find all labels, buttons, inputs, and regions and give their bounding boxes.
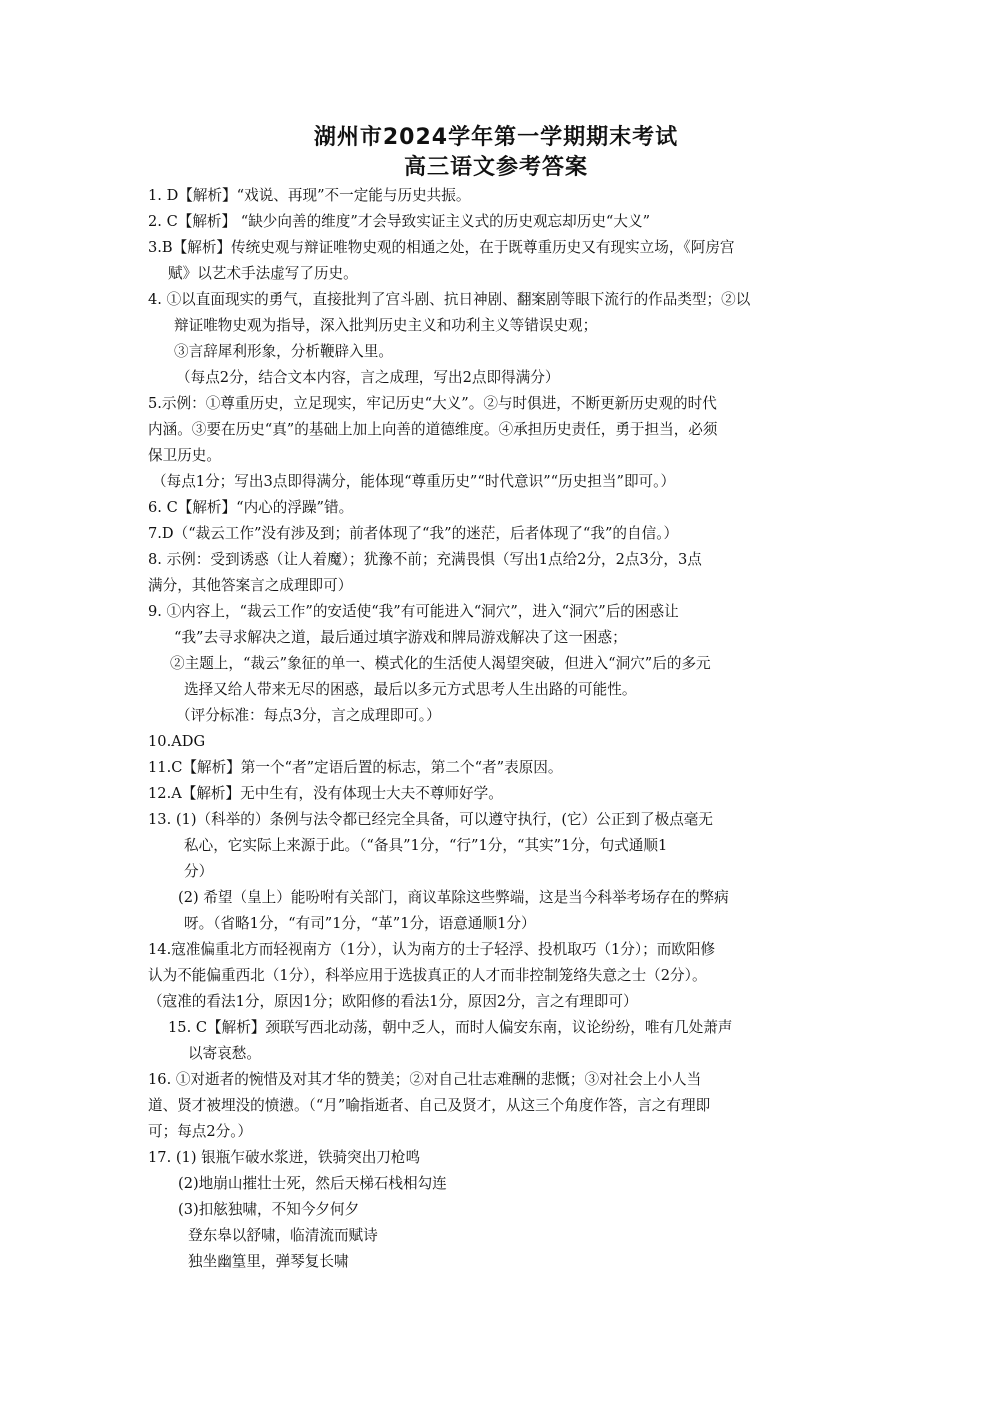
scoring-note-5: （每点1分；写出3点即得满分，能体现“尊重历史”“时代意识”“历史担当”即可。） [152, 473, 676, 490]
answer-line-16-cont: 道、贤才被埋没的愤懑。（“月”喻指逝者、自己及贤才，从这三个角度作答，言之有理即 [148, 1097, 711, 1114]
answer-line-16: 16. ①对逝者的惋惜及对其才华的赞美；②对自己壮志难酬的悲慨；③对社会上小人当 [148, 1071, 702, 1088]
answer-line-4: 4. ①以直面现实的勇气，直接批判了宫斗剧、抗日神剧、翻案剧等眼下流行的作品类型；②以 [148, 291, 751, 308]
answer-line-10: 10.ADG [148, 733, 206, 750]
answer-line-17-cont: 独坐幽篁里，弹琴复长啸 [188, 1253, 349, 1270]
scoring-note-14: （寇准的看法1分，原因1分；欧阳修的看法1分，原因2分，言之有理即可） [148, 993, 638, 1010]
answer-line-2: 2. C【解析】 “缺少向善的维度”才会导致实证主义式的历史观忘却历史“大义” [148, 213, 651, 230]
answer-line-1: 1. D【解析】“戏说、再现”不一定能与历史共振。 [148, 187, 471, 204]
answer-line-13-cont: 私心，它实际上来源于此。（“备具”1分，“行”1分，“其实”1分，句式通顺1 [184, 837, 668, 854]
answer-line-13-part2: (2) 希望（皇上）能吩咐有关部门，商议革除这些弊端，这是当今科举考场存在的弊病 [178, 889, 729, 906]
answer-line-9-cont: “我”去寻求解决之道，最后通过填字游戏和牌局游戏解决了这一困惑； [174, 629, 627, 646]
answer-line-8-cont: 满分，其他答案言之成理即可） [148, 577, 353, 594]
answer-line-9-point2: ②主题上，“裁云”象征的单一、模式化的生活使人渴望突破，但进入“洞穴”后的多元 [170, 655, 711, 672]
document-subtitle: 高三语文参考答案 [403, 155, 588, 180]
answer-line-9: 9. ①内容上，“裁云工作”的安适使“我”有可能进入“洞穴”，进入“洞穴”后的困惑让 [148, 603, 679, 620]
answer-content [148, 183, 868, 1275]
scoring-note-9: （评分标准：每点3分，言之成理即可。） [176, 707, 441, 724]
answer-line-15-cont: 以寄哀愁。 [188, 1045, 261, 1062]
answer-line-7: 7.D（“裁云工作”没有涉及到；前者体现了“我”的迷茫，后者体现了“我”的自信。） [148, 525, 679, 542]
answer-line-14-cont: 认为不能偏重西北（1分），科举应用于选拔真正的人才而非控制笼络失意之士（2分）。 [148, 967, 707, 984]
answer-line-17-cont: 登东皋以舒啸，临清流而赋诗 [188, 1227, 378, 1244]
answer-line-5-cont: 保卫历史。 [148, 447, 221, 464]
scoring-note-4: （每点2分，结合文本内容，言之成理，写出2点即得满分） [176, 369, 560, 386]
answer-line-3: 3.B【解析】传统史观与辩证唯物史观的相通之处，在于既尊重历史又有现实立场，《阿房宫 [148, 239, 735, 256]
answer-line-9-cont: 选择又给人带来无尽的困惑，最后以多元方式思考人生出路的可能性。 [184, 681, 637, 698]
answer-line-13: 13. (1)（科举的）条例与法令都已经完全具备，可以遵守执行，(它）公正到了极点毫无 [148, 811, 713, 828]
answer-line-13-cont: 呀。（省略1分，“有司”1分，“革”1分，语意通顺1分） [184, 915, 536, 932]
answer-line-4-cont: 辩证唯物史观为指导，深入批判历史主义和功利主义等错误史观； [174, 317, 598, 334]
answer-line-5-cont: 内涵。③要在历史“真”的基础上加上向善的道德维度。④承担历史责任，勇于担当，必须 [148, 421, 718, 438]
answer-line-11: 11.C【解析】第一个“者”定语后置的标志，第二个“者”表原因。 [148, 759, 563, 776]
answer-line-13-cont: 分） [184, 863, 214, 880]
answer-line-3-cont: 赋》以艺术手法虚写了历史。 [168, 265, 358, 282]
answer-line-4-cont: ③言辞犀利形象，分析鞭辟入里。 [174, 343, 393, 360]
answer-line-5: 5.示例：①尊重历史，立足现实，牢记历史“大义”。②与时俱进，不断更新历史观的时代 [148, 395, 717, 412]
answer-line-6: 6. C【解析】“内心的浮躁”错。 [148, 499, 354, 516]
answer-line-14: 14.寇准偏重北方而轻视南方（1分），认为南方的士子轻浮、投机取巧（1分）；而欧阳修 [148, 941, 716, 958]
answer-line-17-part2: (2)地崩山摧壮士死，然后天梯石栈相勾连 [178, 1175, 447, 1192]
answer-line-16-cont: 可；每点2分。） [148, 1123, 253, 1140]
answer-line-12: 12.A【解析】无中生有，没有体现士大夫不尊师好学。 [148, 785, 503, 802]
document-title: 湖州市2024学年第一学期期末考试 [313, 125, 679, 150]
answer-line-15: 15. C【解析】颈联写西北动荡，朝中乏人，而时人偏安东南，议论纷纷，唯有几处萧声 [168, 1019, 733, 1036]
answer-line-8: 8. 示例：受到诱惑（让人着魔）；犹豫不前；充满畏惧（写出1点给2分，2点3分，3点 [148, 551, 702, 568]
answer-line-17-part3: (3)扣舷独啸，不知今夕何夕 [178, 1201, 360, 1218]
answer-line-17: 17. (1) 银瓶乍破水浆迸，铁骑突出刀枪鸣 [148, 1149, 421, 1166]
